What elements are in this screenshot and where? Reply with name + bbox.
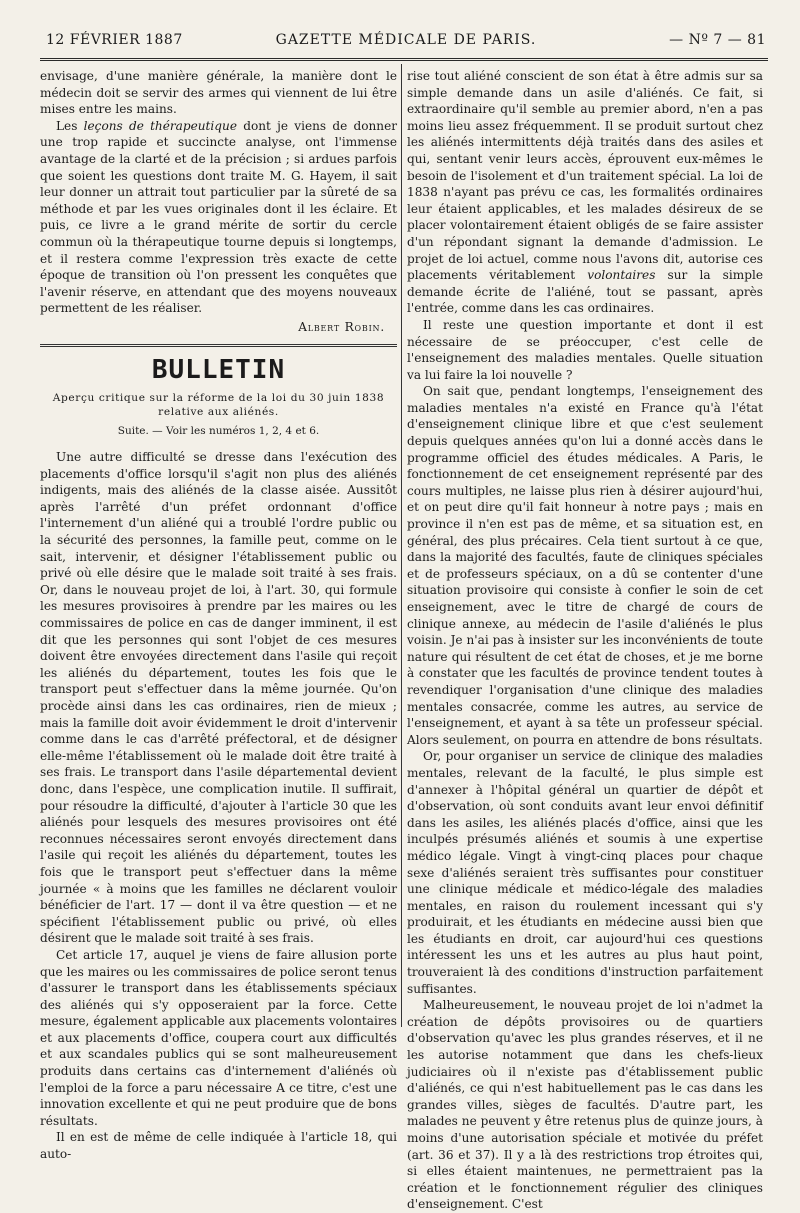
text: rise tout aliéné conscient de son état à être admis sur sa simple demande dans un asile d'aliénés. Ce fait, si extraordinaire qu'il semble au premier abord, n'en a pas moins lieu assez fréquemment. Il se produit surtout chez les aliénés intermittents déjà traités dans des asiles et qui, sentant venir leurs accès, éprouvent eux-mêmes le besoin de l'isolement et d'un traitement spécial. La loi de 1838 n'ayant pas prévu ce cas, les formalités ordinaires leur étaient applicables, et les malades désireux de se placer volontairement étaient obligés de se faire assister d'un répondant signant la demande d'admission. Le projet de loi actuel, comme nous l'avons dit, autorise ces placements véritablement — [407, 69, 763, 283]
paragraph: Cet article 17, auquel je viens de faire allusion porte que les maires ou les commissaires de police seront tenus d'assurer le transport dans les établissements spéciaux des aliénés qui s'y opposeraient par la force. Cette mesure, également applicable aux placements volontaires et aux placements d'office, coupera court aux difficultés et aux scandales publics qui se sont malheureusement produits dans certains cas d'internement d'aliénés où l'emploi de la force a paru nécessaire A ce titre, c'est une innovation excellente et qui ne peut produire que de bons résultats. — [40, 947, 397, 1128]
text: Les — [56, 118, 84, 133]
emphasis: volontaires — [587, 268, 656, 283]
column-divider — [401, 64, 402, 1027]
issue-date: 12 FÉVRIER 1887 — [46, 32, 183, 48]
section-title: BULLETIN — [151, 354, 286, 385]
issue-page-number: — Nº 7 — 81 — [669, 32, 766, 48]
continuation-note: Suite. — Voir les numéros 1, 2, 4 et 6. — [117, 424, 320, 437]
header-rule — [40, 58, 768, 61]
paragraph — [407, 68, 763, 317]
book-title: leçons de thérapeutique — [83, 118, 237, 133]
paragraph: Malheureusement, le nouveau projet de loi n'admet la création de dépôts provisoires ou de quartiers d'observation qu'avec les plus grandes réserves, et il ne les autorise notamment que dans les chefs-lieux judiciaires où il n'existe pas d'établissement public d'aliénés, ce qui n'est habituellement pas le cas dans les grandes villes, sièges de facultés. D'autre part, les malades ne peuvent y être retenus plus de quinze jours, à moins d'une autorisation spéciale et motivée du préfet (art. 36 et 37). Il y a là des restrictions trop étroites qui, si elles étaient maintenues, ne permettraient pas la création et le fonctionnement régulier des cliniques d'enseignement. C'est — [407, 998, 763, 1212]
text: dont je viens de donner une trop rapide et succincte analyse, ont l'immense avantage de la clarté et de la précision ; si ardues parfois que soient les questions dont traite M. G. Hayem, il sait leur donner un attrait tout particulier par la sûreté de sa méthode et par les vues originales dont il les éclaire. Et puis, ce livre a le grand mérite de sortir du cercle commun où la thérapeutique tourne depuis si longtemps, et il restera comme l'expression très exacte de cette époque de transition où l'on pressent les conquêtes que l'avenir réserve, en attendant que des moyens nouveaux permettent de les réaliser. — [40, 118, 398, 316]
paragraph: Or, pour organiser un service de clinique des maladies mentales, relevant de la faculté, le plus simple est d'annexer à l'hôpital général un quartier de dépôt et d'observation, où sont conduits avant leur envoi définitif dans les asiles, les aliénés placés d'office, ainsi que les inculpés présumés aliénés et soumis à une expertise médico légale. Vingt à vingt-cinq places pour chaque sexe d'aliénés seraient très suffisantes pour constituer une clinique médicale et médico-légale des maladies mentales, en raison du roulement incessant qui s'y produirait, et les étudiants en médecine aussi bien que les étudiants en droit, car aujourd'hui ces questions intéressent les uns et les autres au plus haut point, trouveraient là des conditions d'instruction parfaitement suffisantes. — [407, 749, 763, 996]
paragraph: Une autre difficulté se dresse dans l'exécution des placements d'office lorsqu'il s'agit non plus des aliénés indigents, mais des aliénés de la classe aisée. Aussitôt après l'arrêté d'un préfet ordonnant d'office l'internement d'un aliéné qui a troublé l'ordre public ou la sécurité des personnes, la famille peut, comme on le sait, intervenir, et désigner l'établissement public ou privé où elle désire que le malade soit traité à ses frais. Or, dans le nouveau projet de loi, à l'art. 30, qui formule les mesures provisoires à prendre par les maires ou les commissaires de police en cas de danger imminent, il est dit que les personnes qui sont l'objet de ces mesures doivent être envoyées directement dans l'asile qui reçoit les aliénés du département, toutes les fois que le transport peut s'effectuer dans la même journée. Qu'on procède ainsi dans les cas ordinaires, rien de mieux ; mais la famille doit avoir évidemment le droit d'intervenir comme dans le cas d'arrêté préfectoral, et de désigner elle-même l'établissement où le malade doit être traité à ses frais. Le transport dans l'asile départemental devient donc, dans l'espèce, une complication inutile. Il suffirait, pour résoudre la difficulté, d'ajouter à l'article 30 que les aliénés pour lesquels des mesures provisoires ont été reconnues nécessaires seront envoyés directement dans l'asile qui reçoit les aliénés du département, toutes les fois que le transport peut s'effectuer dans la même journée « à moins que les familles ne déclarent vouloir bénéficier de l'art. 17 — dont il va être question — et ne spécifient l'établissement public ou privé, où elles désirent que le malade soit traité à ses frais. — [40, 450, 397, 946]
article-subtitle: Aperçu critique sur la réforme de la loi du 30 juin 1838 relative aux aliénés. — [52, 391, 385, 418]
journal-title: GAZETTE MÉDICALE DE PARIS. — [275, 32, 537, 48]
text: sur la simple demande écrite de l'aliéné, tout se passant, après l'entrée, comme dans les cas ordinaires. — [407, 268, 763, 316]
paragraph: Il en est de même de celle indiquée à l'article 18, qui auto- — [40, 1130, 397, 1162]
paragraph — [40, 118, 397, 317]
section-rule — [40, 344, 397, 347]
right-column — [407, 68, 763, 1213]
left-column — [40, 68, 397, 1163]
paragraph: On sait que, pendant longtemps, l'enseignement des maladies mentales n'a existé en France qu'à l'état d'enseignement clinique libre et que c'est seulement depuis quelques années qu'on lui a donné accès dans le programme officiel des études médicales. A Paris, le fonctionnement de cet enseignement représenté par des cours multiples, ne laisse plus rien à désirer aujourd'hui, et on peut dire qu'il fait honneur à notre pays ; mais en province il n'en est pas de même, et sa situation est, en général, des plus précaires. Cela tient surtout à ce que, dans la majorité des facultés, faute de cliniques spéciales et de professeurs spéciaux, on a dû se contenter d'une situation provisoire qui consiste à confier le soin de cet enseignement, avec le titre de chargé de cours de clinique annexe, au médecin de l'asile d'aliénés le plus voisin. Je n'ai pas à insister sur les inconvénients de toute nature qui résultent de cet état de choses, et je me borne à constater que les facultés de province tendent toutes à revendiquer l'organisation d'une clinique des maladies mentales consacrée, comme les autres, au service de l'enseignement, et ayant à sa tête un professeur spécial. Alors seulement, on pourra en attendre de bons résultats. — [407, 384, 763, 747]
page-header — [46, 30, 766, 52]
paragraph: envisage, d'une manière générale, la manière dont le médecin doit se servir des armes qui viennent de lui être mises entre les mains. — [40, 69, 397, 117]
author-signature: Albert Robin. — [298, 319, 385, 334]
paragraph: Il reste une question importante et dont il est nécessaire de se préoccuper, c'est celle de l'enseignement des maladies mentales. Quelle situation va lui faire la loi nouvelle ? — [407, 317, 763, 382]
